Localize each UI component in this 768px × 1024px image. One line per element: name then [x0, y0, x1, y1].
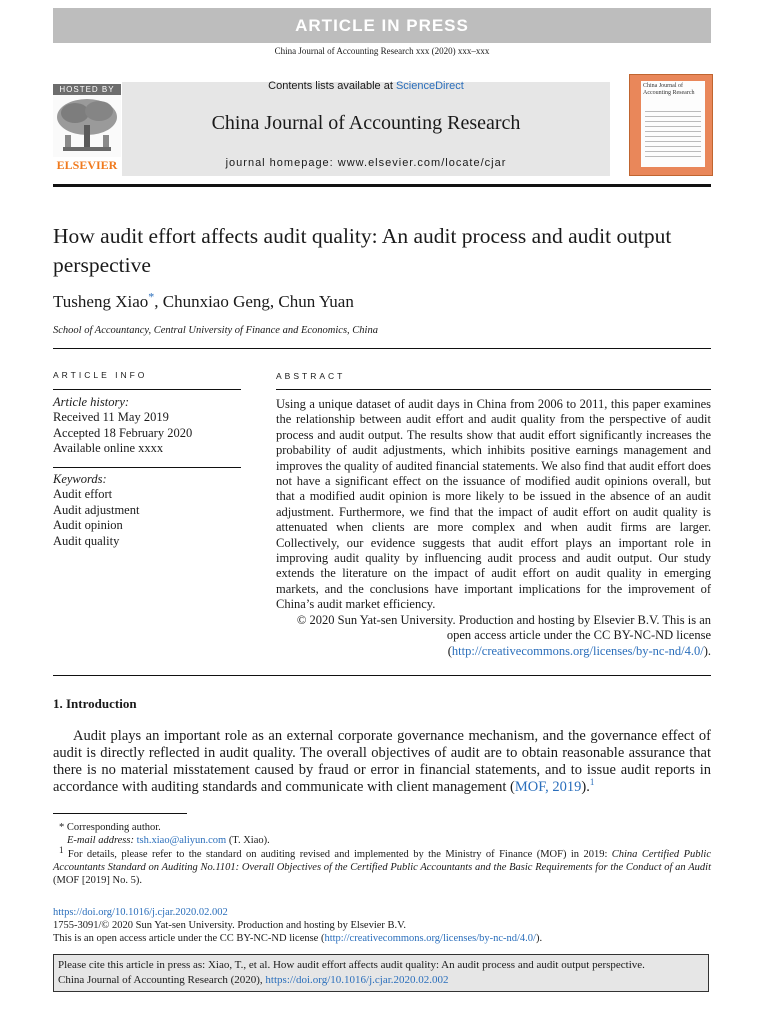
affiliation: School of Accountancy, Central University of Finance and Economics, China	[53, 325, 378, 336]
article-history	[53, 395, 192, 457]
copyright-end: ).	[703, 643, 711, 658]
issn-line: 1755-3091/© 2020 Sun Yat-sen University. Production and hosting by Elsevier B.V.	[53, 920, 407, 931]
journal-title: China Journal of Accounting Research	[211, 112, 521, 134]
email-owner: (T. Xiao).	[228, 835, 270, 846]
other-authors: , Chunxiao Geng, Chun Yuan	[154, 292, 354, 311]
oa-license-link[interactable]: http://creativecommons.org/licenses/by-nc-nd/4.0/	[324, 933, 536, 944]
history-accepted: Accepted 18 February 2020	[53, 425, 193, 440]
article-info-label: ARTICLE INFO	[53, 370, 148, 380]
section-heading-introduction: 1. Introduction	[53, 696, 137, 711]
article-in-press-banner: ARTICLE IN PRESS	[53, 8, 711, 43]
intro-text-end: ).	[581, 779, 590, 795]
email-link[interactable]: tsh.xiao@aliyun.com	[136, 835, 227, 846]
keyword-item: Audit quality	[53, 533, 120, 548]
journal-homepage[interactable]: journal homepage: www.elsevier.com/locate/cjar	[225, 157, 507, 169]
footnote-1-text: For details, please refer to the standard on auditing revised and implemented by the Ministry of Finance (MOF) in 2019:	[67, 849, 612, 860]
citation-doi-link[interactable]: https://doi.org/10.1016/j.cjar.2020.02.002	[265, 974, 449, 986]
abstract-rule-top	[276, 389, 711, 390]
keywords-label: Keywords:	[53, 472, 107, 486]
keyword-item: Audit opinion	[53, 518, 123, 533]
footnote-1-standard: China Certified Public Accountants Standard on Auditing No.1101: Overall Objectives of the Certified Public Accountants and the Basic Requirements for the Conduct of an Audit	[53, 849, 711, 873]
author-xiao: Tusheng Xiao	[53, 292, 149, 311]
footnote-divider	[53, 813, 187, 814]
journal-header	[122, 82, 610, 176]
header-divider	[53, 184, 711, 187]
abstract-body	[276, 397, 711, 659]
footnote-star: *	[59, 822, 65, 833]
doi-block	[53, 906, 542, 945]
elsevier-wordmark: ELSEVIER	[56, 158, 118, 172]
contents-line	[122, 80, 610, 92]
abstract-divider	[53, 675, 711, 676]
corresponding-author-text: Corresponding author.	[66, 822, 161, 833]
keyword-item: Audit effort	[53, 487, 113, 502]
license-link[interactable]: http://creativecommons.org/licenses/by-nc-nd/4.0/	[451, 643, 704, 658]
citation-line-2	[58, 973, 704, 988]
cover-title: China Journal of Accounting Research	[643, 83, 695, 96]
corresponding-author-mark[interactable]: *	[148, 289, 155, 304]
open-access-line	[53, 932, 542, 945]
keywords	[53, 472, 139, 549]
history-received: Received 11 May 2019	[53, 410, 169, 425]
footnote-1	[53, 844, 711, 887]
footnote-1-ref[interactable]: 1	[589, 777, 595, 788]
footnote-corresponding	[53, 821, 717, 834]
footnote-1-end: (MOF [2019] No. 5).	[53, 875, 142, 886]
journal-reference: China Journal of Accounting Research xxx (2020) xxx–xxx	[274, 46, 490, 56]
copyright-text: © 2020 Sun Yat-sen University. Production and hosting by Elsevier B.V. This is an open access article under the CC BY-NC-ND license (	[296, 612, 711, 658]
publisher-logo	[53, 84, 121, 176]
article-info-rule-mid	[53, 467, 241, 468]
introduction-paragraph	[53, 728, 711, 796]
sciencedirect-link[interactable]: ScienceDirect	[395, 80, 464, 92]
affiliation-divider	[53, 348, 711, 349]
article-info-rule-top	[53, 389, 241, 390]
journal-cover-image	[629, 74, 713, 176]
email-label: E-mail address:	[67, 835, 134, 846]
contents-prefix: Contents lists available at	[268, 80, 396, 92]
abstract-text: Using a unique dataset of audit days in China from 2006 to 2011, this paper examines the relationship between audit effort and audit quality from the perspective of audit process and audit output. The results show that audit effort significantly increases the probability of audit adjustments, which inhibits positive earnings management and improves the quality of audited financial statements. We also find that audit effort does not have a significant effect on the issuance of modified audit opinions overall, but that a modified audit opinion is more likely to be issued in the absence of an audit adjustment. Furthermore, we find that the impact of audit effort on audit quality is attenuated when clients are more complex and when audit firms are larger. Collectively, our evidence suggests that audit effort plays an important role in improving audit quality by influencing audit process and audit output. Our study extends the literature on the impact of audit effort on audit quality in emerging markets, and the conclusions have important implications for the improvement of China’s audit market efficiency.	[276, 397, 711, 612]
citation-line-1: Please cite this article in press as: Xiao, T., et al. How audit effort affects audit quality: An audit process and audit output perspective.	[58, 959, 645, 971]
oa-text: This is an open access article under the CC BY-NC-ND license (	[53, 933, 325, 944]
doi-link[interactable]: https://doi.org/10.1016/j.cjar.2020.02.002	[53, 907, 228, 918]
abstract-copyright	[276, 613, 711, 659]
article-title: How audit effort affects audit quality: An audit process and audit output perspective	[53, 224, 672, 277]
citation-journal: China Journal of Accounting Research (2020),	[58, 974, 266, 986]
citation-box	[53, 954, 709, 992]
intro-text: Audit plays an important role as an external corporate governance mechanism, and the governance effect of audit is directly reflected in audit quality. The overall objectives of audit are to obtain reasonable assurance that there is no material misstatement caused by fraud or error in financial statements, and to issue audit reports in accordance with auditing standards and communicate with client management (	[53, 728, 711, 795]
citation-mof-2019[interactable]: MOF, 2019	[514, 779, 582, 795]
history-label: Article history:	[53, 395, 130, 409]
elsevier-tree-icon	[53, 95, 121, 157]
author-list	[53, 289, 354, 312]
keyword-item: Audit adjustment	[53, 502, 140, 517]
oa-end: ).	[535, 933, 543, 944]
footnote-1-mark: 1	[59, 844, 64, 855]
history-online: Available online xxxx	[53, 441, 164, 456]
hosted-by-label: HOSTED BY	[53, 84, 121, 95]
footnote-email	[53, 834, 725, 847]
abstract-label: ABSTRACT	[276, 371, 346, 381]
